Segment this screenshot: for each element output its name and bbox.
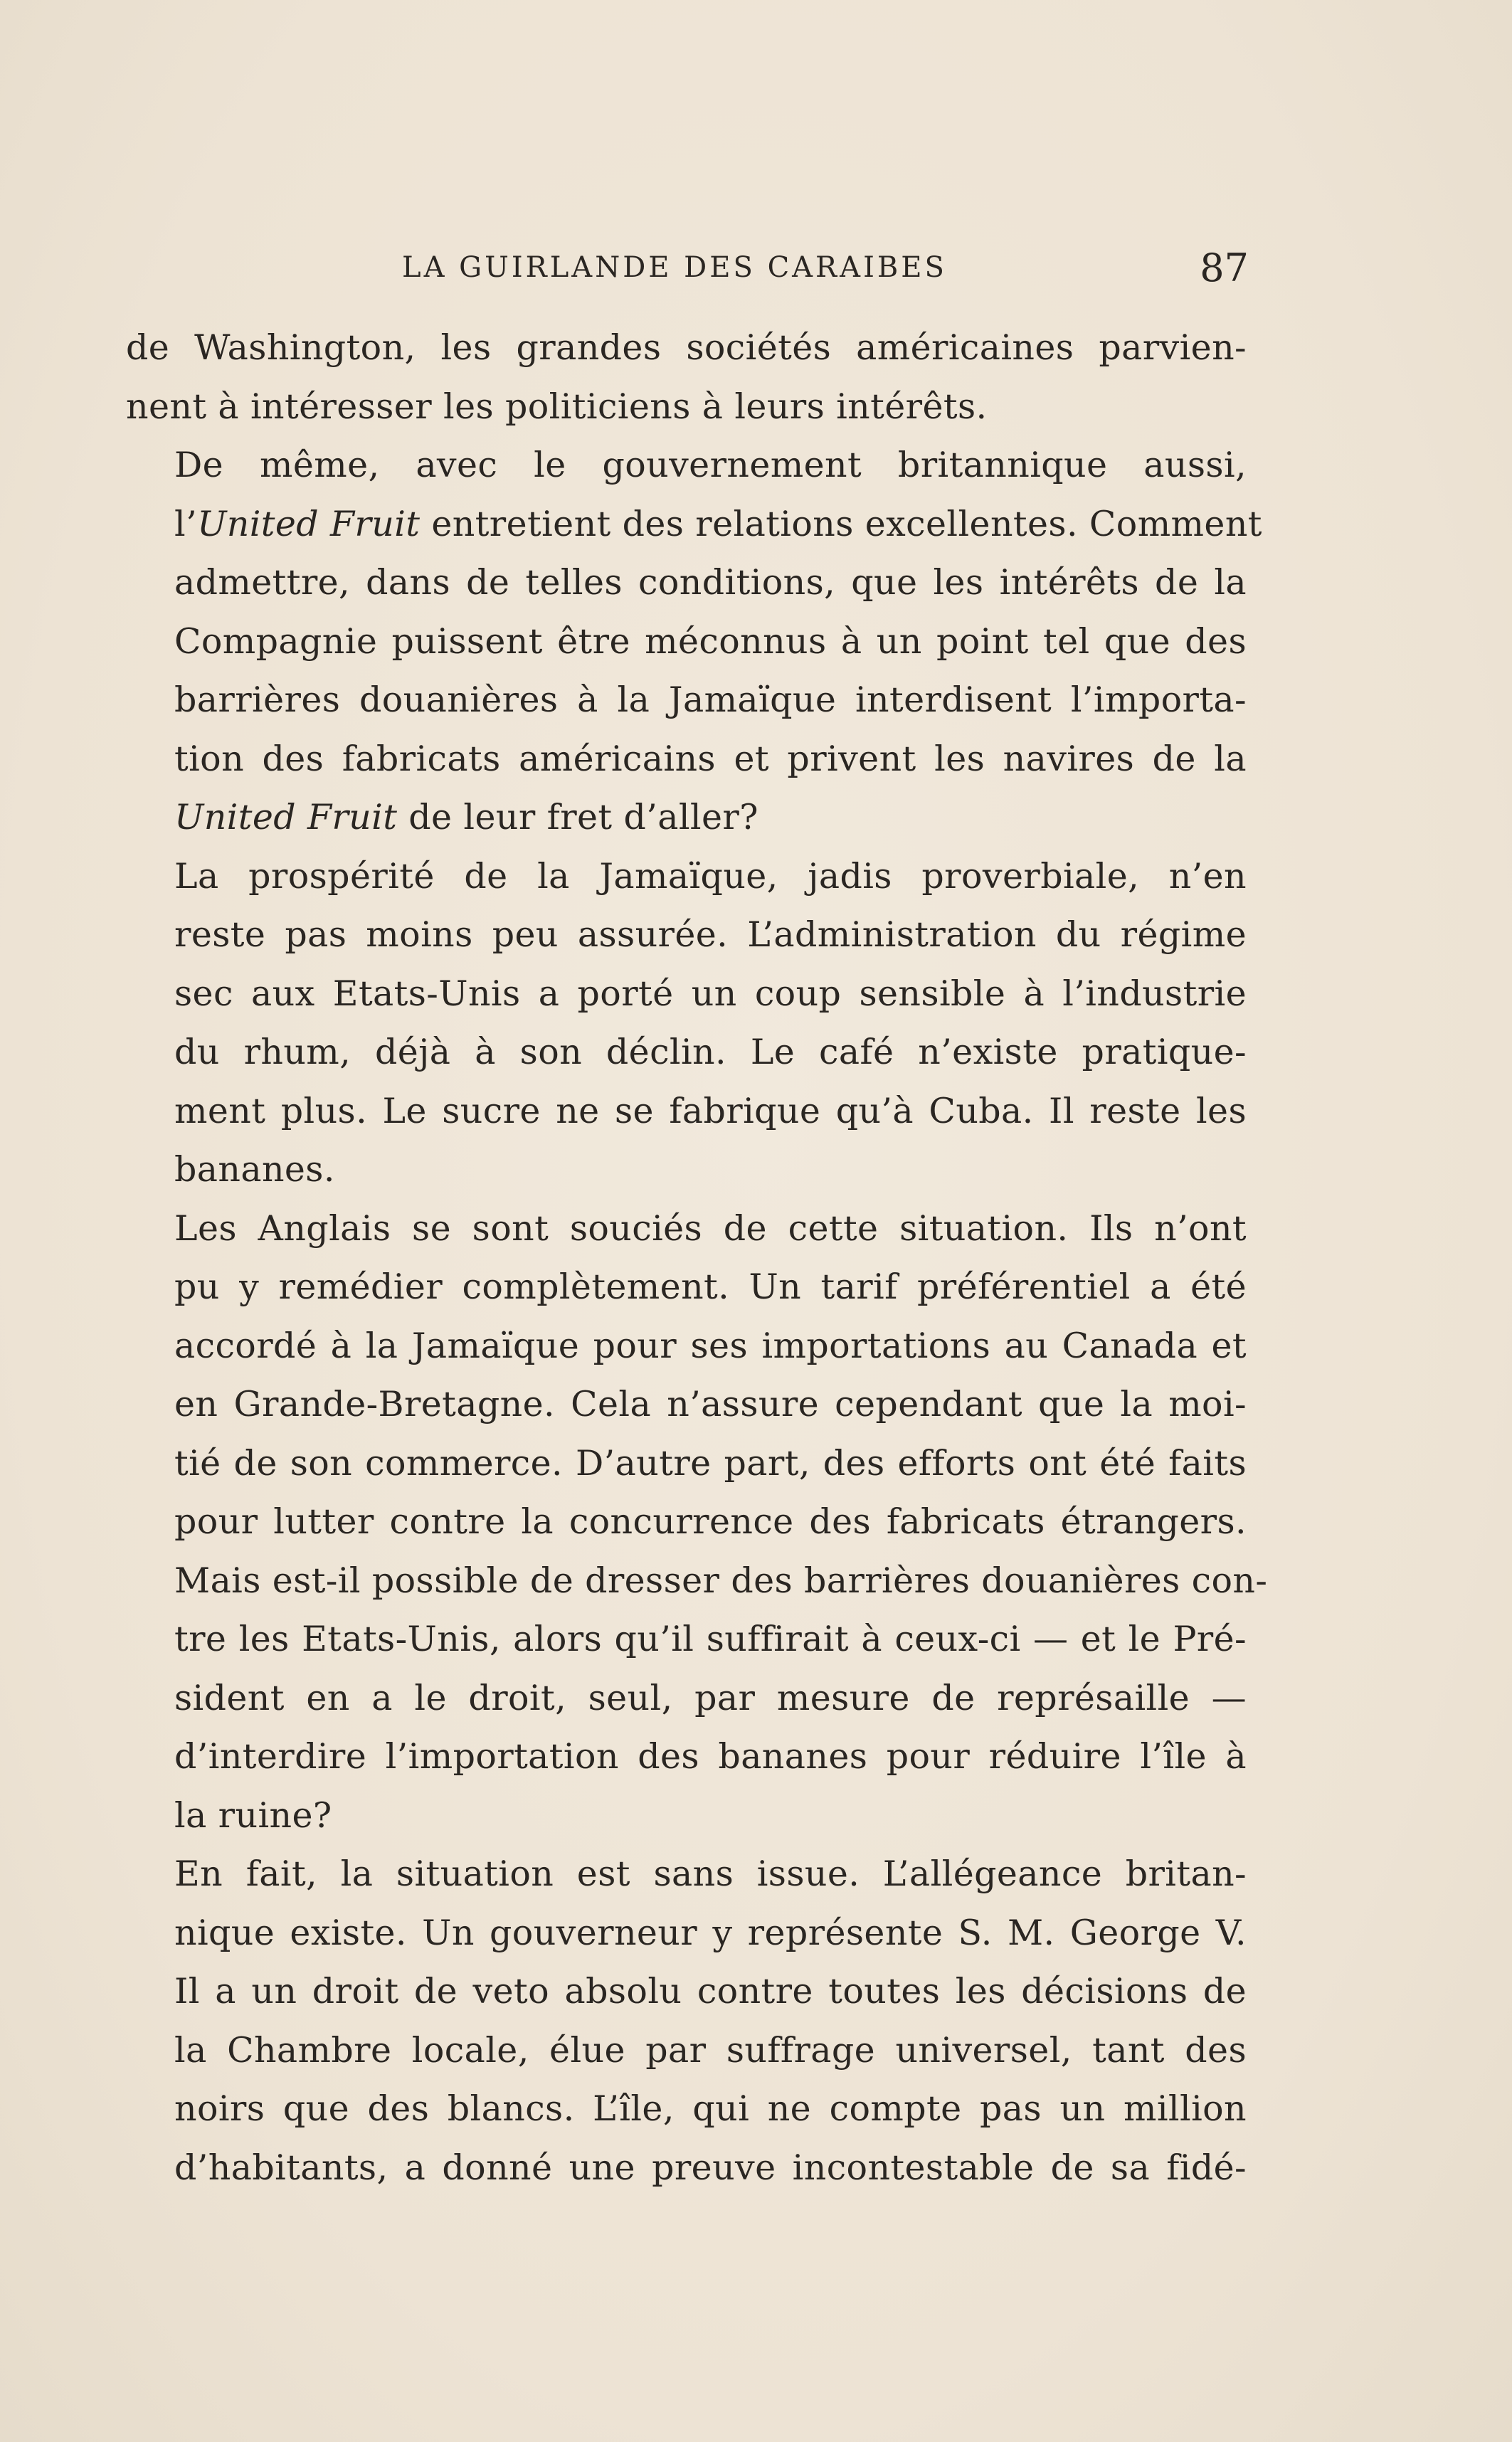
paragraph-3 (126, 847, 1247, 1200)
text-line: du rhum, déjà à son déclin. Le café n’existe pratique- (174, 1032, 1247, 1072)
text-line: sident en a le droit, seul, par mesure de représaille — (174, 1677, 1247, 1718)
page-number: 87 (1200, 245, 1249, 290)
text-line: de Washington, les grandes sociétés américaines parvien- (126, 327, 1247, 368)
text-line: noirs que des blancs. L’île, qui ne compte pas un million (174, 2088, 1247, 2129)
text-line: Les Anglais se sont souciés de cette situation. Ils n’ont (174, 1207, 1247, 1249)
text-line: ment plus. Le sucre ne se fabrique qu’à Cuba. Il reste les (174, 1090, 1247, 1131)
text-segment: l’ (174, 503, 198, 544)
text-line: La prospérité de la Jamaïque, jadis proverbiale, n’en (174, 855, 1247, 897)
text-line: tion des fabricats américains et privent les navires de la (174, 738, 1247, 779)
paragraph-1 (126, 319, 1247, 436)
text-line: sec aux Etats-Unis a porté un coup sensible à l’industrie (174, 973, 1247, 1014)
text-line: Il a un droit de veto absolu contre toutes les décisions de (174, 1971, 1247, 2012)
text-line: admettre, dans de telles conditions, que les intérêts de la (174, 562, 1247, 603)
text-segment: entretient des relations excellentes. Comment (420, 503, 1262, 544)
running-title: LA GUIRLANDE DES CARAIBES (402, 251, 947, 284)
text-line: En fait, la situation est sans issue. L’allégeance britan- (174, 1854, 1247, 1894)
paragraph-2 (126, 436, 1262, 847)
text-line-with-italic (126, 788, 1247, 847)
text-line: d’habitants, a donné une preuve incontestable de sa fidé- (174, 2147, 1247, 2188)
text-line: bananes. (174, 1149, 335, 1190)
text-line: d’interdire l’importation des bananes pour réduire l’île à (174, 1736, 1247, 1777)
paragraph-4 (126, 1200, 1268, 1846)
text-line: Mais est-il possible de dresser des barrières douanières con- (174, 1560, 1268, 1601)
text-line: nent à intéresser les politiciens à leurs intérêts. (126, 386, 988, 427)
text-line: nique existe. Un gouverneur y représente S. M. George V. (174, 1912, 1247, 1953)
text-line: pu y remédier complètement. Un tarif préférentiel a été (174, 1267, 1247, 1307)
text-line: la Chambre locale, élue par suffrage universel, tant des (174, 2029, 1247, 2071)
text-line: la ruine? (174, 1794, 332, 1836)
text-line: De même, avec le gouvernement britannique aussi, (174, 445, 1247, 485)
running-head (402, 245, 1259, 288)
text-line: reste pas moins peu assurée. L’administration du régime (174, 914, 1247, 955)
text-line: barrières douanières à la Jamaïque interdisent l’importa- (174, 680, 1247, 720)
text-line: tre les Etats-Unis, alors qu’il suffirait à ceux-ci — et le Pré- (174, 1619, 1247, 1659)
text-line: pour lutter contre la concurrence des fabricats étrangers. (174, 1501, 1247, 1542)
text-line: Compagnie puissent être méconnus à un point tel que des (174, 620, 1247, 662)
body-text (126, 319, 1268, 2197)
text-line: en Grande-Bretagne. Cela n’assure cependant que la moi- (174, 1384, 1247, 1424)
text-line: accordé à la Jamaïque pour ses importations au Canada et (174, 1325, 1247, 1366)
company-name-italic: United Fruit (197, 503, 421, 544)
text-segment: de leur fret d’aller? (397, 797, 758, 837)
text-line-with-italic (126, 495, 1262, 554)
company-name-italic: United Fruit (174, 797, 398, 837)
paragraph-5 (126, 1845, 1247, 2197)
text-line: tié de son commerce. D’autre part, des efforts ont été faits (174, 1442, 1247, 1484)
